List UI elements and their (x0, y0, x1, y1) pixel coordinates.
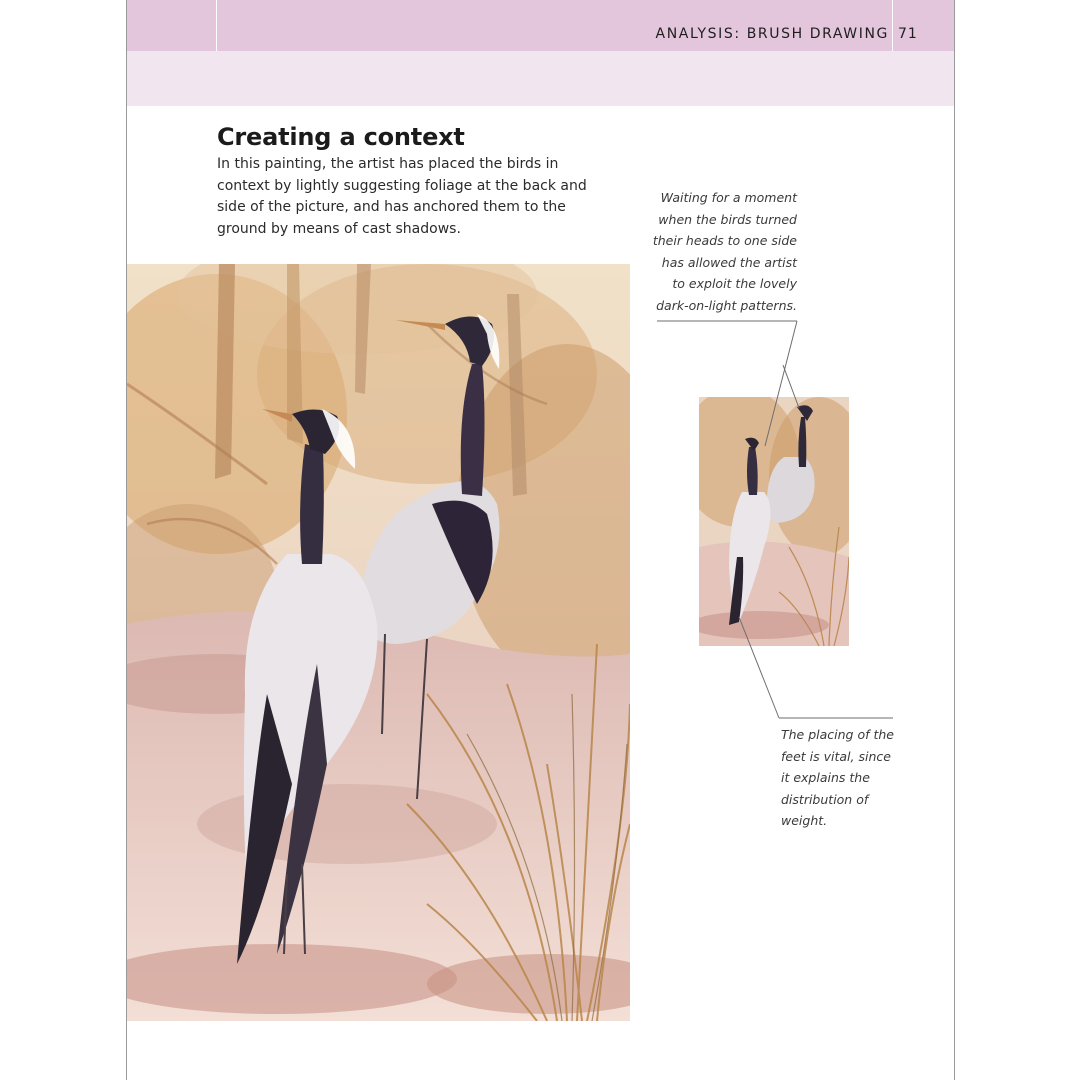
header-divider-left (216, 0, 217, 51)
book-page (126, 0, 955, 1080)
running-head: ANALYSIS: BRUSH DRAWING (655, 26, 889, 42)
header-divider-right (892, 0, 893, 51)
callout-feet: The placing of the feet is vital, since it explains the distribution of weight. (781, 727, 895, 828)
header-sub-band (127, 51, 954, 106)
callout-heads: Waiting for a moment when the birds turned their heads to one side has allowed the artist to exploit the lovely dark-on-light patterns. (652, 190, 797, 313)
intro-paragraph: In this painting, the artist has placed the birds in context by lightly suggesting foliage at the back and side of the picture, and has anchored them to the ground by means of cast shadows. (217, 156, 587, 237)
thumbnail-painting (699, 397, 849, 646)
page-number: 71 (898, 26, 918, 42)
crane-painting (127, 264, 630, 1021)
section-title: Creating a context (217, 123, 465, 151)
